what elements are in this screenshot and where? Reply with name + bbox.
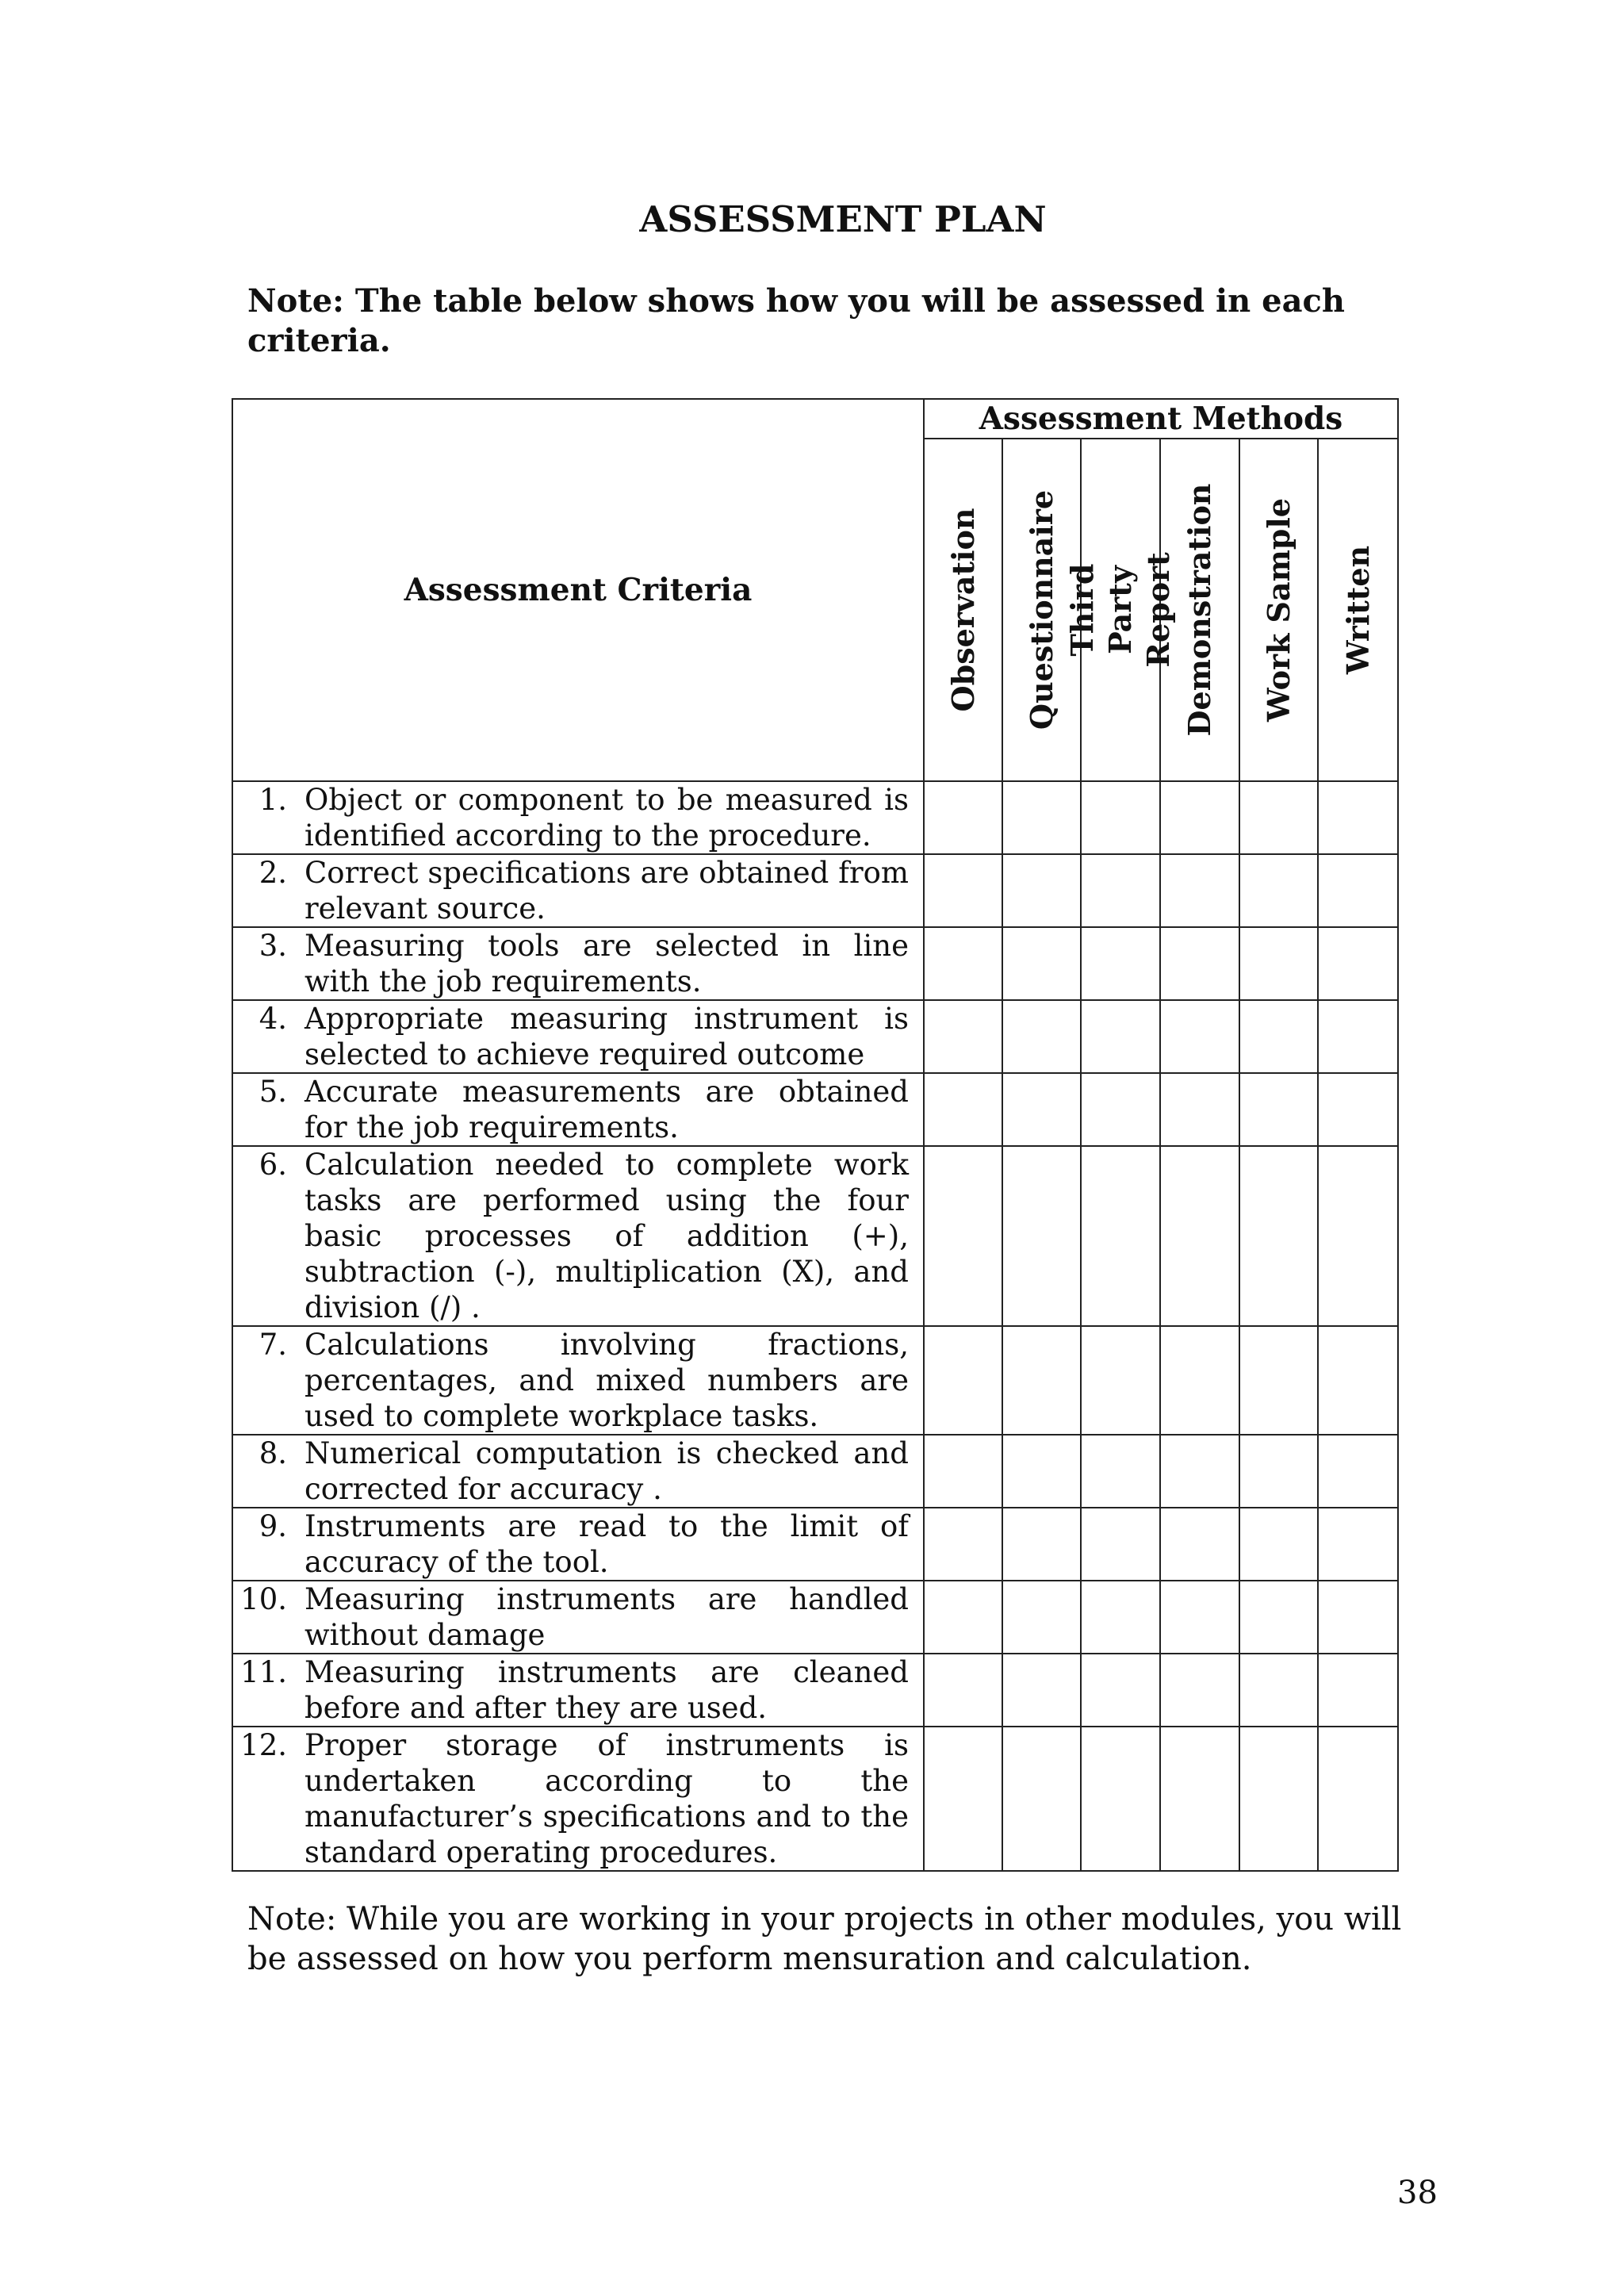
method-check-cell[interactable] <box>1002 1435 1081 1508</box>
method-check-cell[interactable] <box>1002 1581 1081 1654</box>
method-check-cell[interactable] <box>1160 1435 1239 1508</box>
method-check-cell[interactable] <box>1081 1146 1160 1326</box>
method-check-cell[interactable] <box>924 854 1002 927</box>
page-title: ASSESSMENT PLAN <box>639 198 1047 240</box>
method-check-cell[interactable] <box>1002 854 1081 927</box>
method-check-cell[interactable] <box>1160 854 1239 927</box>
method-check-cell[interactable] <box>924 1508 1002 1581</box>
method-check-cell[interactable] <box>1160 1000 1239 1073</box>
method-check-cell[interactable] <box>1002 1326 1081 1435</box>
method-check-cell[interactable] <box>1081 927 1160 1000</box>
table-row <box>232 854 1398 927</box>
method-check-cell[interactable] <box>1318 1326 1398 1435</box>
criterion-cell <box>232 1654 924 1727</box>
method-check-cell[interactable] <box>1002 1000 1081 1073</box>
method-check-cell[interactable] <box>1318 1727 1398 1871</box>
criterion-cell <box>232 1508 924 1581</box>
criterion-text: Instruments are read to the limit of accuracy of the tool. <box>304 1509 909 1579</box>
method-check-cell[interactable] <box>1081 854 1160 927</box>
criterion-cell <box>232 1581 924 1654</box>
method-check-cell[interactable] <box>1239 781 1318 854</box>
criterion-cell <box>232 1727 924 1871</box>
method-check-cell[interactable] <box>1318 927 1398 1000</box>
method-check-cell[interactable] <box>1239 1727 1318 1871</box>
criterion-text: Proper storage of instruments is undertaken according to the manufacturer’s specifications and to the standard operating procedures. <box>304 1728 909 1869</box>
method-check-cell[interactable] <box>1318 854 1398 927</box>
method-check-cell[interactable] <box>1239 927 1318 1000</box>
method-check-cell[interactable] <box>1318 1581 1398 1654</box>
criterion-text: Accurate measurements are obtained for the job requirements. <box>304 1075 909 1144</box>
method-header-work-sample: Work Sample <box>1239 439 1318 781</box>
table-row <box>232 781 1398 854</box>
table-row <box>232 1146 1398 1326</box>
method-check-cell[interactable] <box>1081 1000 1160 1073</box>
method-check-cell[interactable] <box>924 1581 1002 1654</box>
method-check-cell[interactable] <box>924 927 1002 1000</box>
method-check-cell[interactable] <box>1160 1581 1239 1654</box>
method-check-cell[interactable] <box>924 1435 1002 1508</box>
criterion-text: Correct specifications are obtained from relevant source. <box>304 856 909 926</box>
criterion-text: Measuring instruments are cleaned before and after they are used. <box>304 1655 909 1725</box>
method-check-cell[interactable] <box>1081 781 1160 854</box>
criterion-cell <box>232 927 924 1000</box>
method-check-cell[interactable] <box>1002 1654 1081 1727</box>
methods-header: Assessment Methods <box>924 399 1398 439</box>
criterion-number: 3. <box>259 929 287 963</box>
method-header-questionnaire: Questionnaire <box>1002 439 1081 781</box>
method-header-demonstration: Demonstration <box>1160 439 1239 781</box>
criterion-cell <box>232 781 924 854</box>
table-row <box>232 1508 1398 1581</box>
method-check-cell[interactable] <box>1318 1508 1398 1581</box>
page-number: 38 <box>1397 2175 1438 2211</box>
method-header-observation: Observation <box>924 439 1002 781</box>
method-check-cell[interactable] <box>1002 1073 1081 1146</box>
method-check-cell[interactable] <box>924 1654 1002 1727</box>
method-check-cell[interactable] <box>1239 854 1318 927</box>
criterion-number: 12. <box>240 1728 287 1762</box>
method-check-cell[interactable] <box>924 1073 1002 1146</box>
criterion-number: 6. <box>259 1148 287 1182</box>
method-check-cell[interactable] <box>1081 1581 1160 1654</box>
method-check-cell[interactable] <box>1081 1508 1160 1581</box>
method-check-cell[interactable] <box>1239 1435 1318 1508</box>
criterion-cell <box>232 1326 924 1435</box>
method-check-cell[interactable] <box>1081 1435 1160 1508</box>
method-check-cell[interactable] <box>1002 1508 1081 1581</box>
method-check-cell[interactable] <box>924 1146 1002 1326</box>
criterion-number: 1. <box>259 783 287 817</box>
criterion-text: Calculations involving fractions, percentages, and mixed numbers are used to complete workplace tasks. <box>304 1328 909 1433</box>
method-check-cell[interactable] <box>1002 927 1081 1000</box>
method-check-cell[interactable] <box>924 1000 1002 1073</box>
criterion-text: Numerical computation is checked and corrected for accuracy . <box>304 1436 909 1506</box>
method-check-cell[interactable] <box>1160 927 1239 1000</box>
criterion-cell <box>232 1073 924 1146</box>
method-check-cell[interactable] <box>1239 1581 1318 1654</box>
criterion-number: 2. <box>259 856 287 890</box>
method-check-cell[interactable] <box>1318 1146 1398 1326</box>
criterion-cell <box>232 1435 924 1508</box>
method-check-cell[interactable] <box>1002 1146 1081 1326</box>
method-check-cell[interactable] <box>1081 1073 1160 1146</box>
method-check-cell[interactable] <box>1002 1727 1081 1871</box>
method-check-cell[interactable] <box>1160 1326 1239 1435</box>
criteria-header: Assessment Criteria <box>232 399 924 781</box>
table-row <box>232 927 1398 1000</box>
method-check-cell[interactable] <box>1239 1508 1318 1581</box>
table-row <box>232 1581 1398 1654</box>
table-row <box>232 1727 1398 1871</box>
method-check-cell[interactable] <box>924 781 1002 854</box>
method-check-cell[interactable] <box>1081 1727 1160 1871</box>
criterion-number: 10. <box>240 1582 287 1616</box>
method-check-cell[interactable] <box>1239 1000 1318 1073</box>
method-header-written: Written <box>1318 439 1398 781</box>
criterion-cell <box>232 1000 924 1073</box>
assessment-plan-table <box>232 398 1399 1872</box>
method-check-cell[interactable] <box>1160 1654 1239 1727</box>
method-check-cell[interactable] <box>1318 1654 1398 1727</box>
method-header-third-party-report: Third Party Report <box>1081 439 1160 781</box>
method-check-cell[interactable] <box>1160 781 1239 854</box>
method-check-cell[interactable] <box>1081 1326 1160 1435</box>
method-check-cell[interactable] <box>924 1727 1002 1871</box>
method-check-cell[interactable] <box>1239 1073 1318 1146</box>
criterion-number: 4. <box>259 1002 287 1036</box>
criterion-number: 7. <box>259 1328 287 1362</box>
criterion-text: Measuring tools are selected in line with the job requirements. <box>304 929 909 999</box>
criterion-text: Calculation needed to complete work tasks are performed using the four basic processes of addition (+), subtraction (-), multiplication (X), and division (/) . <box>304 1148 909 1324</box>
table-row <box>232 1435 1398 1508</box>
method-check-cell[interactable] <box>1318 781 1398 854</box>
method-check-cell[interactable] <box>1318 1435 1398 1508</box>
method-check-cell[interactable] <box>1239 1326 1318 1435</box>
table-row <box>232 1000 1398 1073</box>
method-check-cell[interactable] <box>1318 1073 1398 1146</box>
table-row <box>232 1073 1398 1146</box>
criterion-cell <box>232 854 924 927</box>
table-note: Note: The table below shows how you will be assessed in each criteria. <box>247 282 1345 359</box>
criterion-number: 9. <box>259 1509 287 1543</box>
criterion-text: Measuring instruments are handled without damage <box>304 1582 909 1652</box>
method-check-cell[interactable] <box>1160 1727 1239 1871</box>
criterion-number: 11. <box>240 1655 287 1689</box>
criterion-number: 5. <box>259 1075 287 1109</box>
criterion-text: Object or component to be measured is identified according to the procedure. <box>304 783 909 853</box>
method-check-cell[interactable] <box>1239 1654 1318 1727</box>
method-check-cell[interactable] <box>1002 781 1081 854</box>
criterion-cell <box>232 1146 924 1326</box>
table-row <box>232 1326 1398 1435</box>
table-row <box>232 1654 1398 1727</box>
method-check-cell[interactable] <box>1239 1146 1318 1326</box>
criterion-number: 8. <box>259 1436 287 1470</box>
criterion-text: Appropriate measuring instrument is selected to achieve required outcome <box>304 1002 909 1071</box>
method-check-cell[interactable] <box>1160 1073 1239 1146</box>
method-check-cell[interactable] <box>1160 1146 1239 1326</box>
bottom-note: Note: While you are working in your projects in other modules, you will be assessed on how you perform mensuration and calculation. <box>247 1901 1402 1977</box>
method-check-cell[interactable] <box>1160 1508 1239 1581</box>
method-check-cell[interactable] <box>1081 1654 1160 1727</box>
method-check-cell[interactable] <box>924 1326 1002 1435</box>
method-check-cell[interactable] <box>1318 1000 1398 1073</box>
